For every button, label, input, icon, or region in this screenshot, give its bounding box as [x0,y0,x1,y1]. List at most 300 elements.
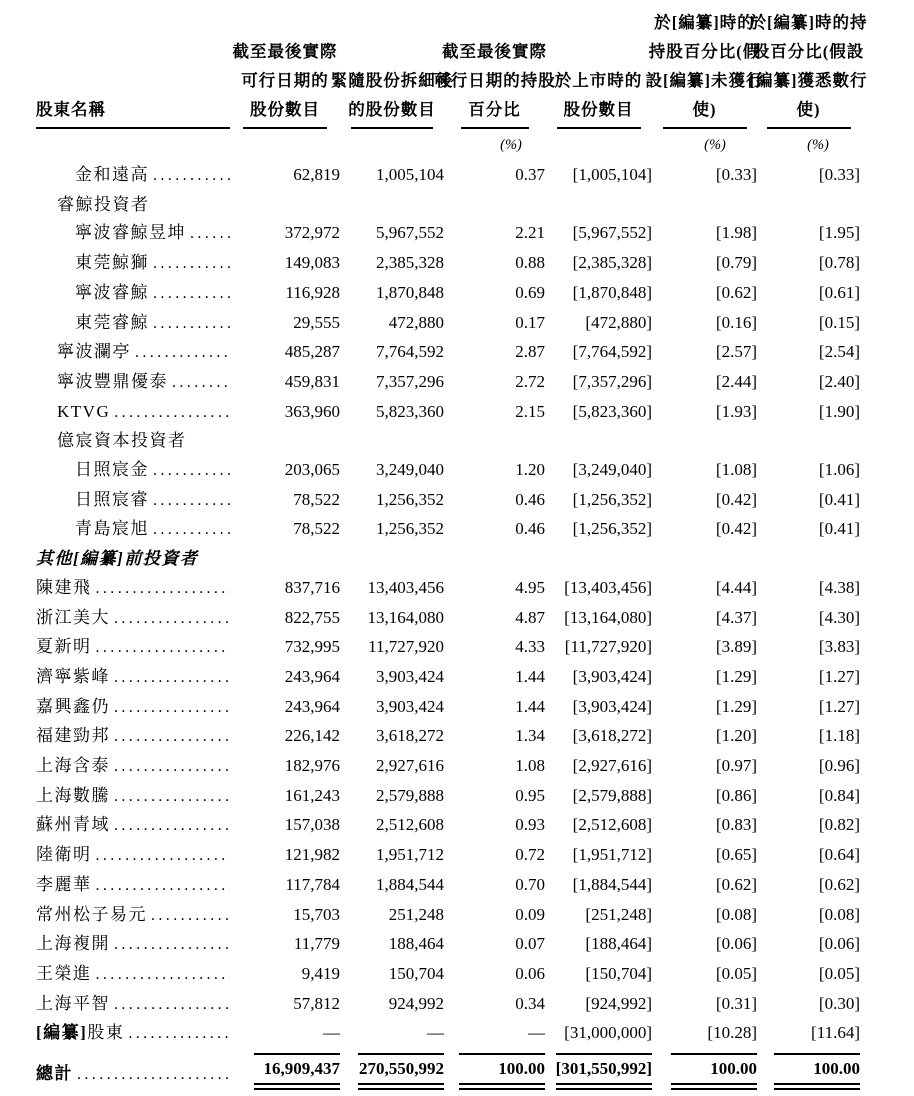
cell-pct-latest: 0.37 [515,165,545,184]
cell-pct-pre-exercise: [0.16] [715,312,757,332]
cell-pct-pre-exercise: [1.20] [715,726,757,746]
cell-pct-post-exercise: [3.83] [818,637,860,657]
table-row [36,219,860,249]
cell-pct-pre-exercise: [1.08] [715,460,757,480]
shareholder-name-cell [36,398,230,428]
cell-pct-pre-exercise: [0.65] [715,845,757,865]
shareholder-name: 寧波豐鼎優泰 [57,371,168,391]
cell-pct-pre-exercise: [0.86] [715,785,757,805]
table-row [36,693,860,723]
header-underline [351,127,433,129]
shareholder-name-cell [36,368,230,398]
cell-pct-pre-exercise: [1.98] [715,223,757,243]
cell-shares-at-listing: [150,704] [585,963,652,983]
cell-shares-latest: 78,522 [293,519,340,539]
header-underline [767,127,851,129]
shareholder-name-cell [36,901,230,931]
total-value: [301,550,992] [555,1059,652,1079]
shareholder-name-cell [36,722,230,752]
cell-pct-pre-exercise: [0.08] [715,904,757,924]
shareholder-name: 寧波睿鯨 [75,282,149,302]
cell-shares-after-subdivision: 2,385,328 [376,253,444,273]
cell-pct-latest: 0.69 [515,282,545,302]
cell-pct-latest: 0.70 [515,874,545,894]
cell-shares-at-listing: [1,256,352] [572,489,652,509]
cell-pct-post-exercise: [0.33] [818,165,860,184]
cell-pct-post-exercise: [0.41] [818,489,860,509]
total-double-rule-2 [254,1088,340,1090]
cell-pct-latest: 1.08 [515,756,545,776]
cell-shares-latest [230,1049,340,1090]
shareholder-name: 福建勁邦 [36,726,110,746]
cell-shares-after-subdivision: 1,951,712 [376,845,444,865]
cell-pct-post-exercise: [0.08] [818,904,860,924]
cell-shares-at-listing: [3,903,424] [572,666,652,686]
cell-pct-latest: 2.72 [515,371,545,391]
section-header-cell: 睿鯨投資者 [57,194,150,214]
dot-leader [153,486,230,516]
cell-shares-at-listing: [5,967,552] [572,223,652,243]
dot-leader [153,279,230,309]
table-row [36,515,860,545]
cell-shares-latest: 157,038 [284,815,340,835]
table-row [36,427,860,456]
table-row [36,901,860,931]
header-col-shareholder-name [36,95,230,129]
cell-shares-after-subdivision: 3,903,424 [376,666,444,686]
cell-pct-post-exercise: [4.38] [818,577,860,597]
shareholder-name-cell [36,752,230,782]
percent-unit-label: (%) [500,136,522,153]
dot-leader [114,398,230,428]
shareholder-name: 陳建飛 [36,577,92,597]
shareholder-name: 上海數騰 [36,785,110,805]
cell-shares-latest: 78,522 [293,489,340,509]
total-value: 100.00 [710,1059,757,1079]
cell-shares-at-listing: [251,248] [585,904,652,924]
cell-shares-at-listing: [188,464] [585,934,652,954]
header-line: 股份數目 [250,100,320,119]
cell-shares-at-listing: [1,256,352] [572,519,652,539]
header-line: 於[編纂]時的持 [749,13,868,32]
shareholder-name-cell [36,604,230,634]
header-col-pct-post-exercise [749,8,868,129]
table-row [36,191,860,220]
dot-leader [114,693,230,723]
cell-pct-pre-exercise: [0.79] [715,253,757,273]
header-line: 截至最後實際 [442,42,547,61]
cell-pct-pre-exercise: [0.97] [715,756,757,776]
cell-shares-after-subdivision: 5,967,552 [376,223,444,243]
shareholder-name-cell [36,574,230,604]
cell-shares-at-listing: [31,000,000] [564,1023,652,1043]
table-row [36,633,860,663]
cell-pct-latest [444,1049,545,1090]
shareholder-name-cell [36,1019,230,1049]
cell-pct-post-exercise: [0.41] [818,519,860,539]
cell-shares-latest: 363,960 [284,401,340,421]
cell-shares-at-listing: [1,884,544] [572,874,652,894]
cell-shares-after-subdivision: 472,880 [388,312,444,332]
header-line: 的股份數目 [348,100,436,119]
cell-shares-latest: 226,142 [284,726,340,746]
cell-pct-latest: — [528,1023,545,1043]
cell-pct-pre-exercise: [0.62] [715,282,757,302]
cell-pct-pre-exercise: [3.89] [715,637,757,657]
dot-leader [77,1064,230,1084]
percent-unit-label: (%) [704,136,726,153]
cell-shares-latest: 62,819 [293,165,340,184]
cell-shares-latest: 15,703 [293,904,340,924]
cell-pct-pre-exercise: [1.93] [715,401,757,421]
cell-pct-post-exercise: [0.61] [818,282,860,302]
shareholder-name: 蘇州青域 [36,815,110,835]
header-underline [461,127,529,129]
shareholder-name-cell [36,279,230,309]
cell-shares-after-subdivision: 7,764,592 [376,342,444,362]
shareholder-name: [編纂]股東 [36,1023,125,1043]
cell-shares-latest: 57,812 [293,993,340,1013]
cell-shares-after-subdivision: 13,403,456 [367,577,444,597]
header-underline [663,127,747,129]
cell-shares-latest: 372,972 [284,223,340,243]
header-line: 於[編纂]時的 [654,13,755,32]
dot-leader [153,515,230,545]
cell-pct-pre-exercise: [0.42] [715,489,757,509]
cell-pct-post-exercise: [1.06] [818,460,860,480]
cell-shares-latest: 116,928 [285,282,340,302]
table-row [36,811,860,841]
table-row [36,309,860,339]
total-value-box [254,1053,340,1090]
cell-shares-latest: 9,419 [301,963,340,983]
table-row [36,456,860,486]
cell-pct-latest: 0.34 [515,993,545,1013]
shareholder-name-cell [36,219,230,249]
table-row [36,930,860,960]
table-row [36,279,860,309]
shareholder-name-cell [36,309,230,339]
total-top-rule [254,1053,340,1055]
header-col-pct-pre-exercise [645,8,764,129]
cell-shares-after-subdivision: 3,249,040 [376,460,444,480]
table-row [36,990,860,1020]
bracket-placeholder: [編纂] [36,1023,88,1043]
cell-shares-at-listing: [2,385,328] [572,253,652,273]
dot-leader [190,219,230,249]
header-line: 股份數目 [563,100,634,119]
shareholder-name: 王榮進 [36,963,92,983]
total-double-rule-2 [556,1088,652,1090]
header-line: 可行日期的持股 [433,71,556,90]
cell-shares-latest: 182,976 [284,756,340,776]
cell-shares-at-listing: [1,951,712] [572,845,652,865]
dot-leader [96,871,231,901]
dot-leader [114,752,230,782]
total-value: 16,909,437 [263,1059,340,1079]
header-col-shares-latest [230,37,340,129]
total-double-rule-2 [774,1088,860,1090]
dot-leader [114,663,230,693]
cell-shares-latest: 243,964 [284,696,340,716]
table-row [36,1049,860,1090]
dot-leader [114,782,230,812]
shareholder-name: 上海平智 [36,993,110,1013]
dot-leader [114,722,230,752]
cell-shares-at-listing: [13,164,080] [564,607,652,627]
shareholder-name-cell [36,811,230,841]
shareholder-name: 日照宸睿 [75,489,149,509]
cell-shares-latest: 161,243 [284,785,340,805]
shareholder-name-cell [36,663,230,693]
cell-pct-post-exercise: [0.62] [818,874,860,894]
cell-pct-pre-exercise: [0.31] [715,993,757,1013]
header-line: 於上市時的 [554,71,643,90]
header-line: 持股百分比(假 [648,42,761,61]
total-top-rule [671,1053,757,1055]
total-top-rule [459,1053,545,1055]
shareholder-name: 嘉興鑫仍 [36,696,110,716]
cell-shares-latest: 203,065 [284,460,340,480]
table-row [36,338,860,368]
shareholder-name-cell [36,486,230,516]
shareholder-name-cell [36,338,230,368]
cell-shares-after-subdivision: 7,357,296 [376,371,444,391]
shareholder-name: 寧波瀾亭 [57,342,131,362]
cell-pct-latest: 2.87 [515,342,545,362]
header-col-shares-at-listing [545,66,652,129]
cell-pct-pre-exercise: [0.83] [715,815,757,835]
shareholder-name: 寧波睿鯨昱坤 [75,223,186,243]
cell-pct-latest: 0.06 [515,963,545,983]
cell-pct-pre-exercise: [2.44] [715,371,757,391]
header-col-pct-latest [433,37,556,129]
cell-pct-pre-exercise: [1.29] [715,696,757,716]
total-value-box [459,1053,545,1090]
shareholder-name-cell [36,633,230,663]
dot-leader [153,456,230,486]
cell-shares-after-subdivision: 1,884,544 [376,874,444,894]
table-row [36,604,860,634]
cell-shares-at-listing: [472,880] [585,312,652,332]
table-row [36,841,860,871]
cell-pct-pre-exercise: [10.28] [707,1023,757,1043]
cell-shares-at-listing: [3,903,424] [572,696,652,716]
total-value-box [774,1053,860,1090]
shareholder-name: 金和遠高 [75,165,149,184]
shareholding-table [36,161,860,1090]
cell-pct-post-exercise: [0.15] [818,312,860,332]
table-row [36,782,860,812]
cell-shares-at-listing: [2,512,608] [572,815,652,835]
dot-leader [96,574,231,604]
shareholder-name: 夏新明 [36,637,92,657]
table-row [36,574,860,604]
dot-leader [153,249,230,279]
total-double-rule-2 [459,1088,545,1090]
dot-leader [114,930,230,960]
header-line: 截至最後實際 [232,42,338,61]
dot-leader [96,841,231,871]
shareholder-name-cell [36,960,230,990]
cell-pct-post-exercise: [0.84] [818,785,860,805]
shareholder-name: 李麗華 [36,874,92,894]
shareholder-name: KTVG [57,401,111,421]
cell-pct-post-exercise: [0.06] [818,934,860,954]
dot-leader [172,368,230,398]
cell-shares-after-subdivision: 5,823,360 [376,401,444,421]
table-row [36,368,860,398]
cell-pct-pre-exercise: [2.57] [715,342,757,362]
cell-shares-after-subdivision: 1,870,848 [376,282,444,302]
cell-shares-at-listing: [5,823,360] [572,401,652,421]
percent-col-pct-latest [444,137,545,154]
shareholder-name-cell [36,693,230,723]
cell-pct-post-exercise: [0.64] [818,845,860,865]
shareholder-name-cell [36,841,230,871]
cell-shares-at-listing: [1,005,104] [572,165,652,184]
shareholder-name-cell [36,871,230,901]
cell-shares-at-listing [545,1049,652,1090]
total-double-rule-1 [671,1083,757,1085]
cell-shares-after-subdivision: 13,164,080 [367,607,444,627]
percent-unit-label: (%) [807,136,829,153]
cell-pct-latest: 0.46 [515,519,545,539]
shareholder-name-cell [36,515,230,545]
shareholder-name-cell [36,782,230,812]
cell-shares-after-subdivision: 1,256,352 [376,489,444,509]
total-value: 100.00 [498,1059,545,1079]
cell-pct-pre-exercise: [0.06] [715,934,757,954]
cell-pct-latest: 4.33 [515,637,545,657]
dot-leader [151,901,230,931]
cell-pct-post-exercise: [4.30] [818,607,860,627]
cell-shares-after-subdivision: 2,579,888 [376,785,444,805]
cell-pct-latest: 4.87 [515,607,545,627]
cell-pct-post-exercise: [1.90] [818,401,860,421]
dot-leader [135,338,230,368]
cell-pct-latest: 1.44 [515,666,545,686]
percent-col-pct-post-exercise [757,137,860,154]
header-line: 股百分比(假設 [752,42,865,61]
shareholder-name: 濟寧紫峰 [36,666,110,686]
cell-shares-after-subdivision: 2,927,616 [376,756,444,776]
cell-shares-latest: — [323,1023,340,1043]
cell-shares-after-subdivision: 2,512,608 [376,815,444,835]
cell-shares-at-listing: [924,992] [585,993,652,1013]
cell-shares-at-listing: [2,927,616] [572,756,652,776]
total-double-rule-2 [358,1088,444,1090]
total-top-rule [358,1053,444,1055]
cell-pct-pre-exercise: [4.44] [715,577,757,597]
cell-pct-pre-exercise: [0.42] [715,519,757,539]
cell-shares-at-listing: [7,764,592] [572,342,652,362]
cell-pct-latest: 2.21 [515,223,545,243]
shareholder-name: 東莞睿鯨 [75,312,149,332]
total-value-box [671,1053,757,1090]
cell-pct-latest: 1.44 [515,696,545,716]
dot-leader [96,633,231,663]
cell-pct-post-exercise [757,1049,860,1090]
cell-shares-latest: 11,779 [293,934,340,954]
header-col-shares-after-subdivision [330,66,454,129]
cell-shares-after-subdivision: 11,727,920 [368,637,444,657]
cell-pct-pre-exercise: [1.29] [715,666,757,686]
cell-shares-latest: 459,831 [284,371,340,391]
cell-pct-latest: 0.93 [515,815,545,835]
percent-unit-row [36,129,860,161]
shareholder-name-cell [36,930,230,960]
cell-pct-pre-exercise: [0.05] [715,963,757,983]
cell-shares-latest: 243,964 [284,666,340,686]
total-top-rule [556,1053,652,1055]
cell-shares-at-listing: [2,579,888] [572,785,652,805]
table-row [36,960,860,990]
table-header [36,8,868,129]
shareholder-name: 總計 [36,1064,73,1084]
header-line: 使) [692,100,717,119]
cell-pct-pre-exercise: [0.33] [715,165,757,184]
cell-shares-after-subdivision: 924,992 [388,993,444,1013]
shareholder-name: 浙江美大 [36,607,110,627]
total-value-box [556,1053,652,1090]
total-value-box [358,1053,444,1090]
table-row [36,161,860,191]
cell-pct-latest: 4.95 [515,577,545,597]
table-row [36,486,860,516]
cell-shares-at-listing: [11,727,920] [564,637,652,657]
table-row [36,722,860,752]
cell-shares-latest: 837,716 [284,577,340,597]
cell-pct-latest: 2.15 [515,401,545,421]
dot-leader [114,990,230,1020]
cell-shares-latest: 149,083 [284,253,340,273]
table-row [36,871,860,901]
cell-shares-after-subdivision: — [427,1023,444,1043]
shareholder-name: 日照宸金 [75,460,149,480]
header-line: 百分比 [468,100,521,119]
cell-shares-after-subdivision: 3,903,424 [376,696,444,716]
cell-shares-after-subdivision: 188,464 [388,934,444,954]
cell-pct-post-exercise: [0.30] [818,993,860,1013]
total-value: 100.00 [813,1059,860,1079]
cell-shares-at-listing: [3,249,040] [572,460,652,480]
header-line: [編纂]獲悉數行 [749,71,868,90]
cell-pct-pre-exercise: [0.62] [715,874,757,894]
table-row [36,398,860,428]
cell-pct-latest: 0.72 [515,845,545,865]
dot-leader [114,811,230,841]
cell-pct-post-exercise: [1.95] [818,223,860,243]
cell-shares-latest: 29,555 [293,312,340,332]
shareholder-name: 常州松子易元 [36,904,147,924]
cell-shares-latest: 485,287 [284,342,340,362]
cell-shares-latest: 732,995 [284,637,340,657]
shareholder-name: 上海含泰 [36,756,110,776]
percent-col-pct-pre-exercise [652,137,757,154]
cell-pct-latest: 1.20 [515,460,545,480]
shareholder-name-cell [36,456,230,486]
cell-pct-post-exercise: [2.54] [818,342,860,362]
header-line: 股東名稱 [36,100,106,119]
shareholder-name: 上海複開 [36,934,110,954]
cell-shares-after-subdivision: 1,005,104 [376,165,444,184]
cell-shares-after-subdivision: 1,256,352 [376,519,444,539]
cell-shares-at-listing: [3,618,272] [572,726,652,746]
shareholder-name: 東莞鯨獅 [75,253,149,273]
shareholder-name-cell [36,161,230,191]
cell-pct-post-exercise: [1.27] [818,696,860,716]
